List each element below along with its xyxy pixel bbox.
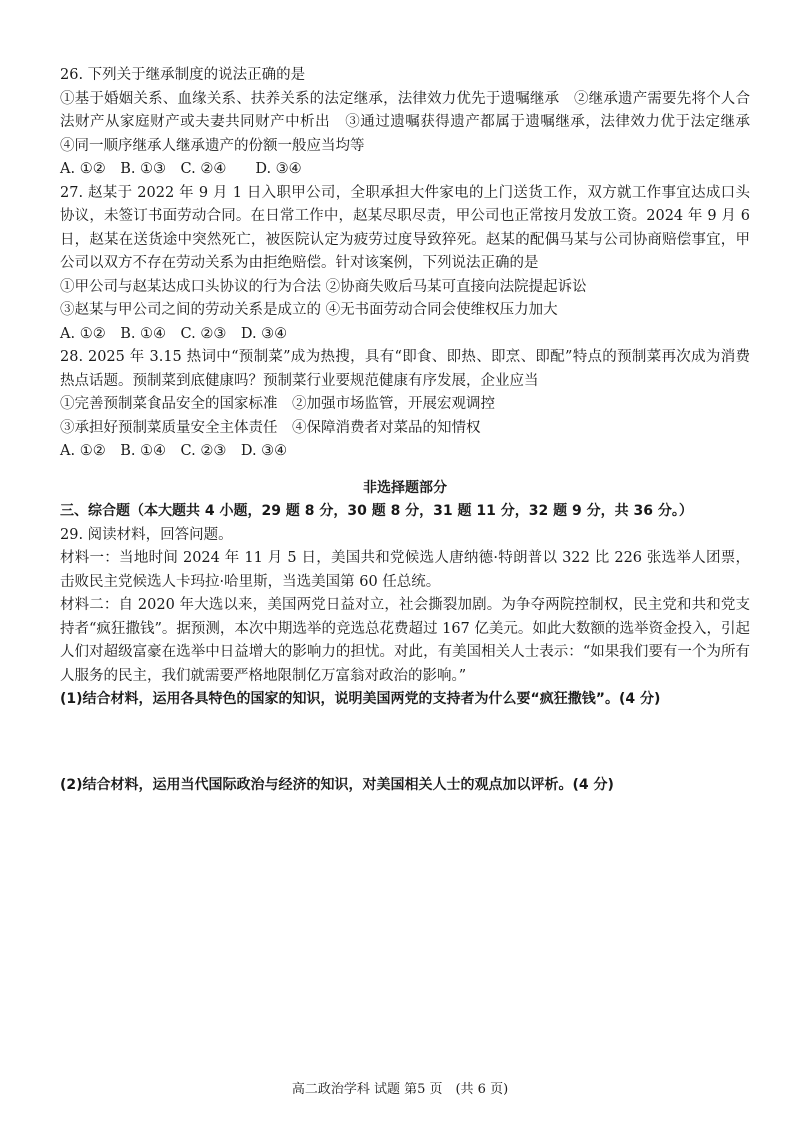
answer-options: A. ①② B. ①④ C. ②③ D. ③④ <box>60 325 288 342</box>
sub-question-1: (1)结合材料，运用各具特色的国家的知识，说明美国两党的支持者为什么要“疯狂撒钱”。(4 分) <box>60 691 661 707</box>
question-27 <box>60 182 750 347</box>
question-29 <box>60 524 750 798</box>
question-statements: ①基于婚姻关系、血缘关系、扶养关系的法定继承，法律效力优先于遗嘱继承 ②继承遗产需要先将个人合法财产从家庭财产或夫妻共同财产中析出 ③通过遗嘱获得遗产都属于遗嘱继承，法律效力优于法定继承 ④同一顺序继承人继承遗产的份额一般应当均等 <box>60 90 765 154</box>
statement-line: ③承担好预制菜质量安全主体责任 ④保障消费者对菜品的知情权 <box>60 419 481 436</box>
statement-line: ③赵某与甲公司之间的劳动关系是成立的 ④无书面劳动合同会使维权压力加大 <box>60 302 558 318</box>
question-stem: 29. 阅读材料，回答问题。 <box>60 526 233 543</box>
exam-page <box>60 64 765 797</box>
part-title: 非选择题部分 <box>363 479 447 496</box>
statement-line: ①甲公司与赵某达成口头协议的行为合法 ②协商失败后马某可直接向法院提起诉讼 <box>60 278 587 295</box>
answer-options: A. ①② B. ①④ C. ②③ D. ③④ <box>60 443 288 459</box>
material-two: 材料二：自 2020 年大选以来，美国两党日益对立，社会撕裂加剧。为争夺两院控制权，民主党和共和党支持者“疯狂撒钱”。据预测，本次中期选举的竞选总花费超过 167 亿美元。如此大数额的选举资金投入，引起人们对超级富豪在选举中日益增大的影响力的担忧。对此，有美国相关人士表示：“如果我们要有一个为所有人服务的民主，我们就需要严格地限制亿万富翁对政治的影响。” <box>60 597 750 684</box>
answer-options: A. ①② B. ①③ C. ②④ D. ③④ <box>60 161 302 177</box>
question-stem: 27. 赵某于 2022 年 9 月 1 日入职甲公司，全职承担大件家电的上门送货工作，双方就工作事宜达成口头协议，未签订书面劳动合同。在日常工作中，赵某尽职尽责，甲公司也正常按月发放工资。2024 年 9 月 6 日，赵某在送货途中突然死亡，被医院认定为疲劳过度导致猝死。赵某的配偶马某与公司协商赔偿事宜，甲公司以双方不存在劳动关系为由拒绝赔偿。针对该案例，下列说法正确的是 <box>60 184 750 271</box>
section-title: 三、综合题（本大题共 4 小题，29 题 8 分，30 题 8 分，31 题 11 分，32 题 9 分，共 36 分。） <box>60 503 693 519</box>
page-footer: 高二政治学科 试题 第5 页 (共 6 页) <box>291 1082 509 1097</box>
answer-space <box>60 712 750 774</box>
question-stem: 28. 2025 年 3.15 热词中“预制菜”成为热搜，具有“即食、即热、即烹、即配”特点的预制菜再次成为消费热点话题。预制菜到底健康吗？预制菜行业要规范健康有序发展，企业应当 <box>60 349 750 389</box>
sub-question-2: (2)结合材料，运用当代国际政治与经济的知识，对美国相关人士的观点加以评析。(4 分) <box>60 776 614 793</box>
question-28 <box>60 346 750 464</box>
question-stem: 26. 下列关于继承制度的说法正确的是 <box>60 67 306 83</box>
material-one: 材料一：当地时间 2024 年 11 月 5 日，美国共和党候选人唐纳德·特朗普以 322 比 226 张选举人团票，击败民主党候选人卡玛拉·哈里斯，当选美国第 60 任总统。 <box>60 550 750 590</box>
statement-line: ①完善预制菜食品安全的国家标准 ②加强市场监管，开展宏观调控 <box>60 396 495 412</box>
question-26 <box>60 64 765 182</box>
